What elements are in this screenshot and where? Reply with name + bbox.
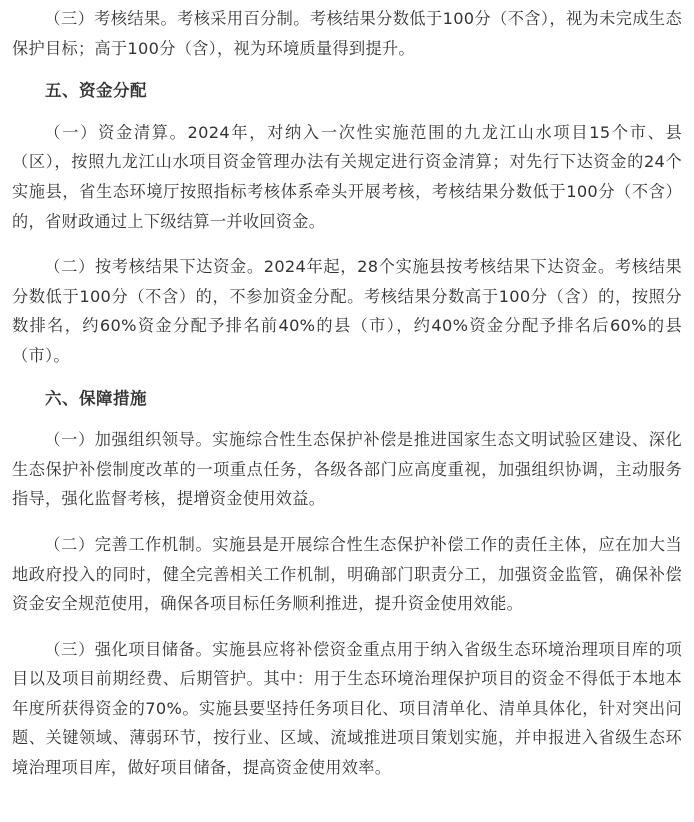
paragraph-assessment-results: （三）考核结果。考核采用百分制。考核结果分数低于100分（不含），视为未完成生态保护目标；高于100分（含），视为环境质量得到提升。 bbox=[12, 9, 682, 58]
document-body bbox=[0, 4, 694, 822]
section-heading-fund-allocation: 五、资金分配 bbox=[45, 81, 147, 101]
paragraph-organizational-leadership: （一）加强组织领导。实施综合性生态保护补偿是推进国家生态文明试验区建设、深化生态保护补偿制度改革的一项重点任务，各级各部门应高度重视，加强组织协调，主动服务指导，强化监督考核，提增资金使用效益。 bbox=[12, 430, 682, 509]
paragraph-allocation-by-results: （二）按考核结果下达资金。2024年起，28个实施县按考核结果下达资金。考核结果分数低于100分（不含）的，不参加资金分配。考核结果分数高于100分（含）的，按照分数排名，约60%资金分配予排名前40%的县（市），约40%资金分配予排名后60%的县（市）。 bbox=[12, 257, 682, 365]
paragraph-work-mechanism: （二）完善工作机制。实施县是开展综合性生态保护补偿工作的责任主体，应在加大当地政府投入的同时，健全完善相关工作机制，明确部门职责分工，加强资金监管，确保补偿资金安全规范使用，确保各项目标任务顺利推进，提升资金使用效能。 bbox=[12, 534, 682, 614]
paragraph-project-reserve: （三）强化项目储备。实施县应将补偿资金重点用于纳入省级生态环境治理项目库的项目以及项目前期经费、后期管护。其中：用于生态环境治理保护项目的资金不得低于本地本年度所获得资金的70%。实施县要坚持任务项目化、项目清单化、清单具体化，针对突出问题、关键领域、薄弱环节，按行业、区域、流域推进项目策划实施，并申报进入省级生态环境治理项目库，做好项目储备，提高资金使用效率。 bbox=[12, 639, 682, 778]
section-heading-safeguards: 六、保障措施 bbox=[45, 388, 147, 408]
paragraph-fund-settlement: （一）资金清算。2024年，对纳入一次性实施范围的九龙江山水项目15个市、县（区），按照九龙江山水项目资金管理办法有关规定进行资金清算；对先行下达资金的24个实施县，省生态环境厅按照指标考核体系牵头开展考核，考核结果分数低于100分（不含）的，省财政通过上下级结算一并收回资金。 bbox=[12, 122, 682, 231]
